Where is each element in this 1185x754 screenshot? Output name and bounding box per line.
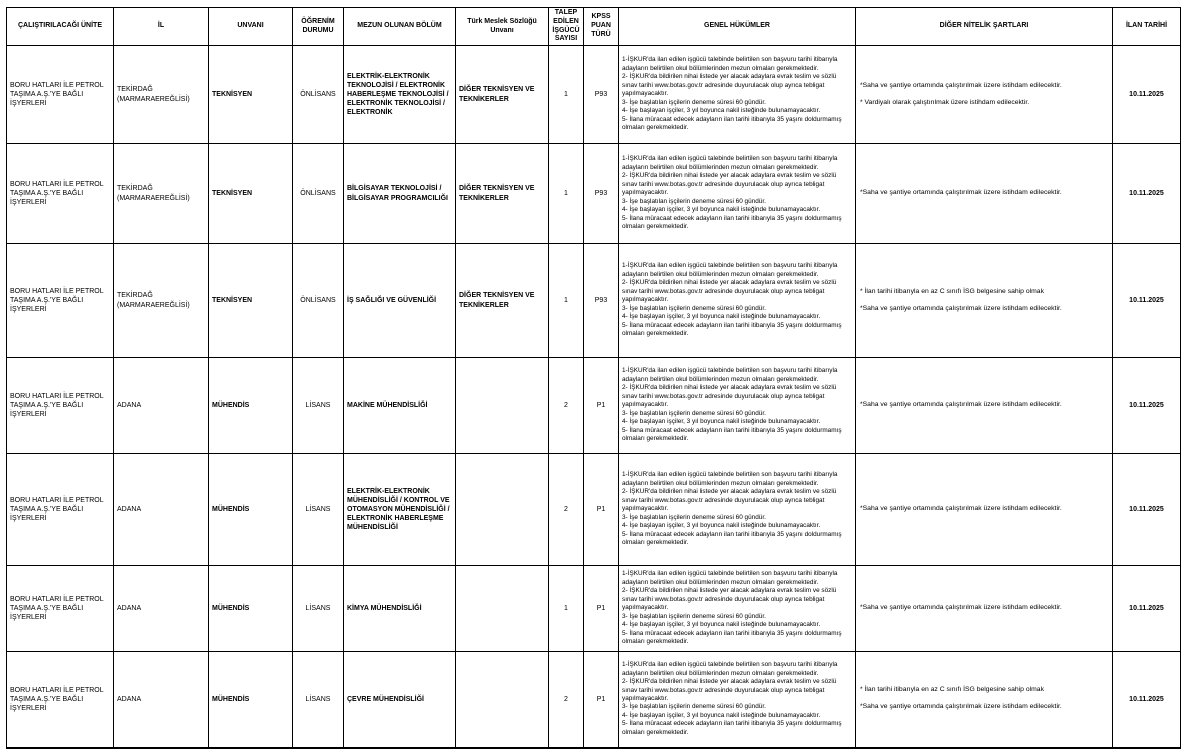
general-provision-line: 3- İşe başlatılan işçilerin deneme süresi 60 gündür. xyxy=(622,197,766,205)
cell-other xyxy=(856,454,1113,566)
cell-kpss: P93 xyxy=(584,244,619,358)
column-header-education: ÖĞRENİM DURUMU xyxy=(293,8,344,46)
cell-count: 1 xyxy=(549,566,584,652)
cell-general xyxy=(619,46,856,144)
cell-count: 1 xyxy=(549,244,584,358)
column-header-other: DİĞER NİTELİK ŞARTLARI xyxy=(856,8,1113,46)
cell-general xyxy=(619,144,856,244)
other-requirement-line: * İlan tarihi itibarıyla en az C sınıfı İSG belgesine sahip olmak xyxy=(860,686,1044,694)
cell-city: ADANA xyxy=(114,652,209,748)
cell-general xyxy=(619,454,856,566)
cell-unit: BORU HATLARI İLE PETROL TAŞIMA A.Ş.'YE BAĞLI İŞYERLERİ xyxy=(7,244,114,358)
cell-general xyxy=(619,358,856,454)
general-provision-line: 5- İlana müracaat edecek adayların ilan tarihi itibarıyla 35 yaşını doldurmamış olmaları gerekmektedir. xyxy=(622,530,842,547)
cell-unit: BORU HATLARI İLE PETROL TAŞIMA A.Ş.'YE BAĞLI İŞYERLERİ xyxy=(7,144,114,244)
cell-count: 1 xyxy=(549,46,584,144)
column-header-department: MEZUN OLUNAN BÖLÜM xyxy=(344,8,456,46)
cell-city: ADANA xyxy=(114,566,209,652)
general-provision-line: 1-İŞKUR'da ilan edilen işgücü talebinde belirtilen son başvuru tarihi itibarıyla adayların belirtilen okul bölümlerinden mezun olmaları gerekmektedir. xyxy=(622,471,838,487)
general-provision-line: 3- İşe başlatılan işçilerin deneme süresi 60 gündür. xyxy=(622,513,766,521)
general-provision-line: 1-İŞKUR'da ilan edilen işgücü talebinde belirtilen son başvuru tarihi itibarıyla adayların belirtilen okul bölümlerinden mezun olmaları gerekmektedir. xyxy=(622,262,838,278)
cell-education: ÖNLİSANS xyxy=(293,46,344,144)
table-row xyxy=(7,652,1181,748)
general-provision-line: 4- İşe başlayan işçiler, 3 yıl boyunca nakil isteğinde bulunamayacaktır. xyxy=(622,621,821,629)
cell-city: ADANA xyxy=(114,454,209,566)
general-provision-line: 1-İŞKUR'da ilan edilen işgücü talebinde belirtilen son başvuru tarihi itibarıyla adayların belirtilen okul bölümlerinden mezun olmaları gerekmektedir. xyxy=(622,570,838,586)
general-provision-line: 3- İşe başlatılan işçilerin deneme süresi 60 gündür. xyxy=(622,703,766,711)
cell-title: MÜHENDİS xyxy=(209,454,293,566)
other-requirement-line: * Vardiyalı olarak çalıştırılmak üzere istihdam edilecektir. xyxy=(860,98,1030,106)
cell-occupation: DİĞER TEKNİSYEN VE TEKNİKERLER xyxy=(456,144,549,244)
cell-date: 10.11.2025 xyxy=(1113,358,1181,454)
cell-general xyxy=(619,244,856,358)
general-provision-line: 1-İŞKUR'da ilan edilen işgücü talebinde belirtilen son başvuru tarihi itibarıyla adayların belirtilen okul bölümlerinden mezun olmaları gerekmektedir. xyxy=(622,367,838,383)
table-row xyxy=(7,566,1181,652)
general-provision-line: 1-İŞKUR'da ilan edilen işgücü talebinde belirtilen son başvuru tarihi itibarıyla adayların belirtilen okul bölümlerinden mezun olmaları gerekmektedir. xyxy=(622,56,838,72)
cell-other xyxy=(856,144,1113,244)
cell-city: TEKİRDAĞ (MARMARAEREĞLİSİ) xyxy=(114,144,209,244)
cell-kpss: P1 xyxy=(584,454,619,566)
general-provision-line: 2- İŞKUR'da bildirilen nihai listede yer alacak adaylara evrak teslim ve sözlü sınav tarihi www.botas.gov.tr adresinde duyurulacak olup ayrıca tebligat yapılmayacaktır. xyxy=(622,279,837,304)
cell-count: 2 xyxy=(549,454,584,566)
other-requirement-line: *Saha ve şantiye ortamında çalıştırılmak üzere istihdam edilecektir. xyxy=(860,703,1062,711)
header-row xyxy=(7,8,1181,46)
general-provision-line: 4- İşe başlayan işçiler, 3 yıl boyunca nakil isteğinde bulunamayacaktır. xyxy=(622,522,821,530)
other-requirement-line: *Saha ve şantiye ortamında çalıştırılmak üzere istihdam edilecektir. xyxy=(860,304,1062,312)
cell-title: TEKNİSYEN xyxy=(209,46,293,144)
cell-unit: BORU HATLARI İLE PETROL TAŞIMA A.Ş.'YE BAĞLI İŞYERLERİ xyxy=(7,454,114,566)
general-provision-line: 4- İşe başlayan işçiler, 3 yıl boyunca nakil isteğinde bulunamayacaktır. xyxy=(622,418,821,426)
cell-education: ÖNLİSANS xyxy=(293,244,344,358)
cell-count: 2 xyxy=(549,358,584,454)
cell-other xyxy=(856,46,1113,144)
cell-date: 10.11.2025 xyxy=(1113,46,1181,144)
column-header-date: İLAN TARİHİ xyxy=(1113,8,1181,46)
cell-other xyxy=(856,566,1113,652)
table-row xyxy=(7,244,1181,358)
cell-occupation xyxy=(456,454,549,566)
table-header xyxy=(7,8,1181,46)
general-provision-line: 4- İşe başlayan işçiler, 3 yıl boyunca nakil isteğinde bulunamayacaktır. xyxy=(622,206,821,214)
other-requirement-line: *Saha ve şantiye ortamında çalıştırılmak üzere istihdam edilecektir. xyxy=(860,81,1062,89)
general-provision-line: 5- İlana müracaat edecek adayların ilan tarihi itibarıyla 35 yaşını doldurmamış olmaları gerekmektedir. xyxy=(622,720,842,736)
other-requirement-line: *Saha ve şantiye ortamında çalıştırılmak üzere istihdam edilecektir. xyxy=(860,604,1062,612)
cell-count: 1 xyxy=(549,144,584,244)
table-row xyxy=(7,46,1181,144)
cell-department: ÇEVRE MÜHENDİSLİĞİ xyxy=(344,652,456,748)
cell-unit: BORU HATLARI İLE PETROL TAŞIMA A.Ş.'YE BAĞLI İŞYERLERİ xyxy=(7,46,114,144)
general-provision-line: 3- İşe başlatılan işçilerin deneme süresi 60 gündür. xyxy=(622,98,766,106)
cell-title: MÜHENDİS xyxy=(209,358,293,454)
other-requirement-line: *Saha ve şantiye ortamında çalıştırılmak üzere istihdam edilecektir. xyxy=(860,189,1062,197)
cell-kpss: P1 xyxy=(584,358,619,454)
column-header-count: TALEP EDİLEN İŞGÜCÜ SAYISI xyxy=(549,8,584,46)
cell-other xyxy=(856,244,1113,358)
table-row xyxy=(7,454,1181,566)
other-requirement-line: *Saha ve şantiye ortamında çalıştırılmak üzere istihdam edilecektir. xyxy=(860,505,1062,513)
job-postings-table xyxy=(6,7,1181,749)
cell-education: LİSANS xyxy=(293,566,344,652)
cell-date: 10.11.2025 xyxy=(1113,454,1181,566)
cell-count: 2 xyxy=(549,652,584,748)
cell-other xyxy=(856,652,1113,748)
general-provision-line: 2- İŞKUR'da bildirilen nihai listede yer alacak adaylara evrak teslim ve sözlü sınav tarihi www.botas.gov.tr adresinde duyurulacak olup ayrıca tebligat yapılmayacaktır. xyxy=(622,384,837,409)
cell-education: ÖNLİSANS xyxy=(293,144,344,244)
general-provision-line: 2- İŞKUR'da bildirilen nihai listede yer alacak adaylara evrak teslim ve sözlü sınav tarihi www.botas.gov.tr adresinde duyurulacak olup ayrıca tebligat yapılmayacaktır. xyxy=(622,172,837,197)
general-provision-line: 5- İlana müracaat edecek adayların ilan tarihi itibarıyla 35 yaşını doldurmamış olmaları gerekmektedir. xyxy=(622,214,842,231)
cell-city: TEKİRDAĞ (MARMARAEREĞLİSİ) xyxy=(114,244,209,358)
table-row xyxy=(7,358,1181,454)
cell-occupation: DİĞER TEKNİSYEN VE TEKNİKERLER xyxy=(456,244,549,358)
cell-occupation: DİĞER TEKNİSYEN VE TEKNİKERLER xyxy=(456,46,549,144)
table-row xyxy=(7,144,1181,244)
cell-general xyxy=(619,652,856,748)
column-header-title: UNVANI xyxy=(209,8,293,46)
cell-department: KİMYA MÜHENDİSLİĞİ xyxy=(344,566,456,652)
other-requirement-line: * İlan tarihi itibarıyla en az C sınıfı İSG belgesine sahip olmak xyxy=(860,287,1044,295)
cell-department: ELEKTRİK-ELEKTRONİK TEKNOLOJİSİ / ELEKTRONİK HABERLEŞME TEKNOLOJİSİ / ELEKTRONİK TEKNOLOJİSİ / ELEKTRONİK xyxy=(344,46,456,144)
general-provision-line: 3- İşe başlatılan işçilerin deneme süresi 60 gündür. xyxy=(622,612,766,620)
table-body xyxy=(7,46,1181,748)
cell-date: 10.11.2025 xyxy=(1113,566,1181,652)
general-provision-line: 4- İşe başlayan işçiler, 3 yıl boyunca nakil isteğinde bulunamayacaktır. xyxy=(622,711,821,719)
cell-title: MÜHENDİS xyxy=(209,652,293,748)
cell-occupation xyxy=(456,358,549,454)
cell-title: MÜHENDİS xyxy=(209,566,293,652)
cell-department: BİLGİSAYAR TEKNOLOJİSİ / BİLGİSAYAR PROGRAMCILIĞI xyxy=(344,144,456,244)
general-provision-line: 2- İŞKUR'da bildirilen nihai listede yer alacak adaylara evrak teslim ve sözlü sınav tarihi www.botas.gov.tr adresinde duyurulacak olup ayrıca tebligat yapılmayacaktır. xyxy=(622,678,837,703)
general-provision-line: 2- İŞKUR'da bildirilen nihai listede yer alacak adaylara evrak teslim ve sözlü sınav tarihi www.botas.gov.tr adresinde duyurulacak olup ayrıca tebligat yapılmayacaktır. xyxy=(622,73,837,98)
cell-occupation xyxy=(456,652,549,748)
cell-unit: BORU HATLARI İLE PETROL TAŞIMA A.Ş.'YE BAĞLI İŞYERLERİ xyxy=(7,566,114,652)
cell-title: TEKNİSYEN xyxy=(209,144,293,244)
cell-department: MAKİNE MÜHENDİSLİĞİ xyxy=(344,358,456,454)
general-provision-line: 3- İşe başlatılan işçilerin deneme süresi 60 gündür. xyxy=(622,304,766,312)
cell-city: TEKİRDAĞ (MARMARAEREĞLİSİ) xyxy=(114,46,209,144)
column-header-unit: ÇALIŞTIRILACAĞI ÜNİTE xyxy=(7,8,114,46)
general-provision-line: 4- İşe başlayan işçiler, 3 yıl boyunca nakil isteğinde bulunamayacaktır. xyxy=(622,107,821,115)
column-header-general: GENEL HÜKÜMLER xyxy=(619,8,856,46)
general-provision-line: 2- İŞKUR'da bildirilen nihai listede yer alacak adaylara evrak teslim ve sözlü sınav tarihi www.botas.gov.tr adresinde duyurulacak olup ayrıca tebligat yapılmayacaktır. xyxy=(622,587,837,612)
general-provision-line: 5- İlana müracaat edecek adayların ilan tarihi itibarıyla 35 yaşını doldurmamış olmaları gerekmektedir. xyxy=(622,629,842,646)
cell-department: İŞ SAĞLIĞI VE GÜVENLİĞİ xyxy=(344,244,456,358)
cell-education: LİSANS xyxy=(293,652,344,748)
cell-general xyxy=(619,566,856,652)
cell-title: TEKNİSYEN xyxy=(209,244,293,358)
column-header-occupation: Türk Meslek Sözlüğü Unvanı xyxy=(456,8,549,46)
general-provision-line: 5- İlana müracaat edecek adayların ilan tarihi itibarıyla 35 yaşını doldurmamış olmaları gerekmektedir. xyxy=(622,321,842,338)
general-provision-line: 4- İşe başlayan işçiler, 3 yıl boyunca nakil isteğinde bulunamayacaktır. xyxy=(622,313,821,321)
general-provision-line: 1-İŞKUR'da ilan edilen işgücü talebinde belirtilen son başvuru tarihi itibarıyla adayların belirtilen okul bölümlerinden mezun olmaları gerekmektedir. xyxy=(622,661,838,677)
cell-date: 10.11.2025 xyxy=(1113,244,1181,358)
cell-department: ELEKTRİK-ELEKTRONİK MÜHENDİSLİĞİ / KONTROL VE OTOMASYON MÜHENDİSLİĞİ / ELEKTRONİK HABERLEŞME MÜHENDİSLİĞİ xyxy=(344,454,456,566)
cell-kpss: P1 xyxy=(584,652,619,748)
cell-date: 10.11.2025 xyxy=(1113,652,1181,748)
cell-education: LİSANS xyxy=(293,454,344,566)
general-provision-line: 3- İşe başlatılan işçilerin deneme süresi 60 gündür. xyxy=(622,409,766,417)
cell-occupation xyxy=(456,566,549,652)
cell-unit: BORU HATLARI İLE PETROL TAŞIMA A.Ş.'YE BAĞLI İŞYERLERİ xyxy=(7,652,114,748)
column-header-kpss: KPSS PUAN TÜRÜ xyxy=(584,8,619,46)
general-provision-line: 5- İlana müracaat edecek adayların ilan tarihi itibarıyla 35 yaşını doldurmamış olmaları gerekmektedir. xyxy=(622,426,842,443)
other-requirement-line: *Saha ve şantiye ortamında çalıştırılmak üzere istihdam edilecektir. xyxy=(860,401,1062,409)
general-provision-line: 1-İŞKUR'da ilan edilen işgücü talebinde belirtilen son başvuru tarihi itibarıyla adayların belirtilen okul bölümlerinden mezun olmaları gerekmektedir. xyxy=(622,155,838,171)
column-header-city: İL xyxy=(114,8,209,46)
general-provision-line: 5- İlana müracaat edecek adayların ilan tarihi itibarıyla 35 yaşını doldurmamış olmaları gerekmektedir. xyxy=(622,115,842,132)
cell-kpss: P93 xyxy=(584,46,619,144)
cell-kpss: P93 xyxy=(584,144,619,244)
cell-education: LİSANS xyxy=(293,358,344,454)
cell-other xyxy=(856,358,1113,454)
cell-date: 10.11.2025 xyxy=(1113,144,1181,244)
cell-unit: BORU HATLARI İLE PETROL TAŞIMA A.Ş.'YE BAĞLI İŞYERLERİ xyxy=(7,358,114,454)
cell-city: ADANA xyxy=(114,358,209,454)
cell-kpss: P1 xyxy=(584,566,619,652)
general-provision-line: 2- İŞKUR'da bildirilen nihai listede yer alacak adaylara evrak teslim ve sözlü sınav tarihi www.botas.gov.tr adresinde duyurulacak olup ayrıca tebligat yapılmayacaktır. xyxy=(622,488,837,513)
